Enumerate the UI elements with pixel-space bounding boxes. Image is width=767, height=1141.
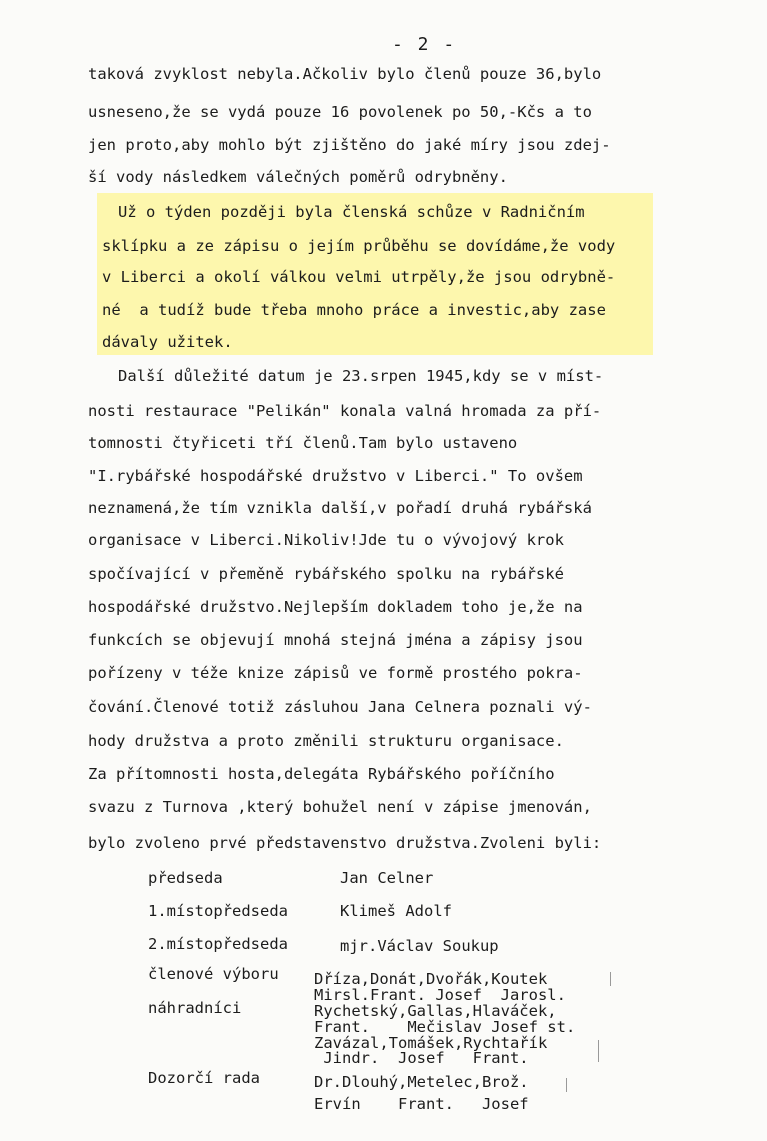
pencil-mark bbox=[566, 1078, 567, 1092]
officer-role: náhradníci bbox=[148, 999, 242, 1017]
officer-role: předseda bbox=[148, 869, 223, 887]
text-line: neznamená,že tím vznikla další,v pořadí druhá rybářská bbox=[88, 499, 592, 517]
text-line: Už o týden později byla členská schůze v Radničním bbox=[118, 203, 585, 221]
text-line: "I.rybářské hospodářské družstvo v Liberci." To ovšem bbox=[88, 467, 583, 485]
officer-names: Dr.Dlouhý,Metelec,Brož. bbox=[314, 1073, 529, 1091]
officer-role: 2.místopředseda bbox=[148, 935, 288, 953]
officer-role: Dozorčí rada bbox=[148, 1069, 260, 1087]
text-line: čování.Členové totiž zásluhou Jana Celnera poznali vý- bbox=[88, 698, 592, 716]
text-line: né a tudíž bude třeba mnoho práce a investic,aby zase bbox=[102, 301, 606, 319]
text-line: hospodářské družstvo.Nejlepším dokladem toho je,že na bbox=[88, 598, 583, 616]
text-line: pořízeny v téže knize zápisů ve formě prostého pokra- bbox=[88, 664, 583, 682]
officer-names: Dříza,Donát,Dvořák,Koutek bbox=[314, 970, 548, 988]
text-line: taková zvyklost nebyla.Ačkoliv bylo členů pouze 36,bylo bbox=[88, 65, 602, 83]
officer-names: mjr.Václav Soukup bbox=[340, 937, 499, 955]
officer-names: Frant. Mečislav Josef st. bbox=[314, 1018, 576, 1036]
text-line: sklípku a ze zápisu o jejím průběhu se dovídáme,že vody bbox=[102, 237, 616, 255]
officer-names: Rychetský,Gallas,Hlaváček, bbox=[314, 1002, 557, 1020]
officer-names: Jan Celner bbox=[340, 869, 434, 887]
text-line: ší vody následkem válečných poměrů odrybněny. bbox=[88, 168, 508, 186]
text-line: funkcích se objevují mnohá stejná jména a zápisy jsou bbox=[88, 631, 583, 649]
text-line: bylo zvoleno prvé představenstvo družstva.Zvoleni byli: bbox=[88, 834, 602, 852]
text-line: spočívající v přeměně rybářského spolku na rybářské bbox=[88, 565, 564, 583]
text-line: Další důležité datum je 23.srpen 1945,kdy se v míst- bbox=[118, 367, 604, 385]
officer-names: Zavázal,Tomášek,Rychtařík bbox=[314, 1034, 548, 1052]
officer-names: Ervín Frant. Josef bbox=[314, 1095, 529, 1113]
text-line: v Liberci a okolí válkou velmi utrpěly,že jsou odrybně- bbox=[102, 268, 616, 286]
pencil-mark bbox=[610, 972, 611, 986]
text-line: dávaly užitek. bbox=[102, 333, 233, 351]
officer-role: členové výboru bbox=[148, 965, 279, 983]
text-line: organisace v Liberci.Nikoliv!Jde tu o vývojový krok bbox=[88, 531, 564, 549]
officer-names: Jindr. Josef Frant. bbox=[314, 1049, 529, 1067]
text-line: usneseno,že se vydá pouze 16 povolenek po 50,-Kčs a to bbox=[88, 103, 592, 121]
text-line: nosti restaurace "Pelikán" konala valná hromada za pří- bbox=[88, 402, 602, 420]
text-line: svazu z Turnova ,který bohužel není v zápise jmenován, bbox=[88, 798, 592, 816]
text-line: jen proto,aby mohlo být zjištěno do jaké míry jsou zdej- bbox=[88, 136, 611, 154]
pencil-mark bbox=[598, 1040, 599, 1062]
page-number: - 2 - bbox=[392, 34, 457, 55]
text-line: hody družstva a proto změnili strukturu organisace. bbox=[88, 732, 564, 750]
officer-names: Mirsl.Frant. Josef Jarosl. bbox=[314, 986, 566, 1004]
text-line: tomnosti čtyřiceti tří členů.Tam bylo ustaveno bbox=[88, 434, 518, 452]
officer-names: Klimeš Adolf bbox=[340, 902, 452, 920]
text-line: Za přítomnosti hosta,delegáta Rybářského poříčního bbox=[88, 765, 555, 783]
officer-role: 1.místopředseda bbox=[148, 902, 288, 920]
